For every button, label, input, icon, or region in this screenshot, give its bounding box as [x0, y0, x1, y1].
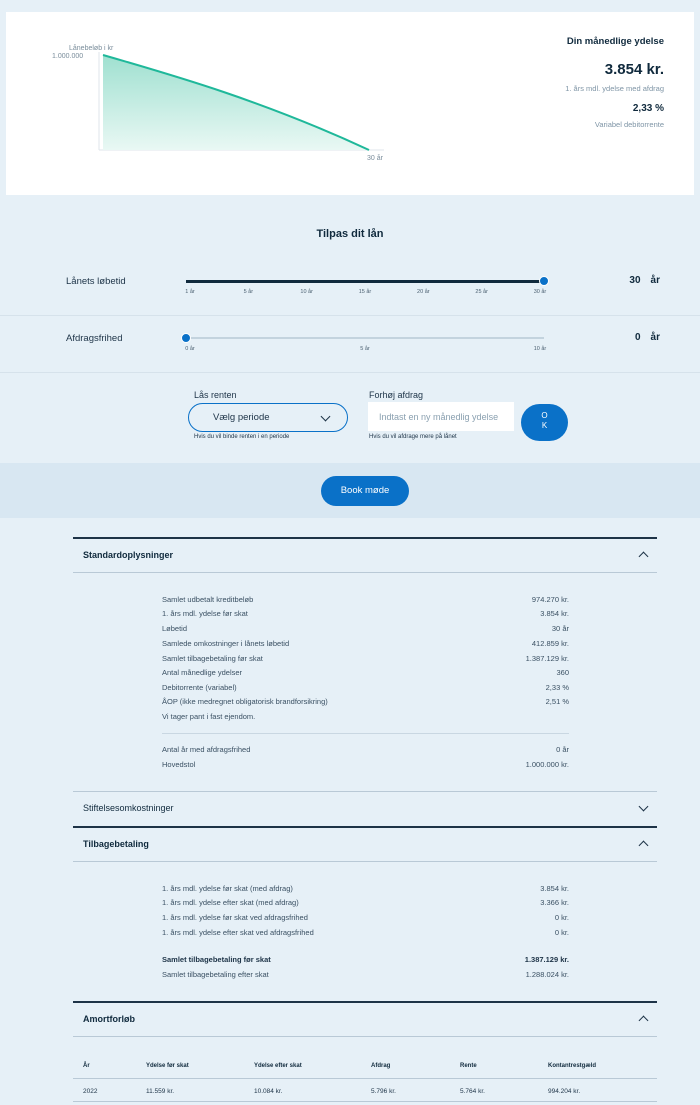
- row-value: 1.000.000 kr.: [525, 760, 569, 769]
- interest-rate-value: 2,33 %: [632, 103, 664, 114]
- term-value-number: 30: [629, 275, 641, 286]
- standard-inner-rule: [162, 733, 569, 734]
- slider-tick-label: 1 år: [185, 289, 195, 295]
- fees-accordion-title: Stiftelsesomkostninger: [83, 803, 174, 813]
- book-meeting-bar: [0, 463, 700, 518]
- amort-table-header-rule: [73, 1078, 657, 1079]
- amort-col-installment: Afdrag: [371, 1063, 391, 1069]
- fees-accordion-header[interactable]: [73, 791, 657, 825]
- ok-button-line2: K: [541, 421, 548, 430]
- row-label: 1. års mdl. ydelse efter skat ved afdragsfrihed: [162, 928, 314, 937]
- standard-row: [162, 624, 569, 638]
- chevron-up-icon: [639, 552, 649, 562]
- standard-accordion-header[interactable]: [73, 538, 657, 572]
- row-value: 1.387.129 kr.: [525, 654, 569, 663]
- amort-col-remaining-debt: Kontantrestgæld: [548, 1063, 596, 1069]
- row-label: Samlede omkostninger i lånets løbetid: [162, 639, 290, 648]
- term-value: [629, 275, 660, 286]
- row-value: 0 kr.: [554, 928, 569, 937]
- term-slider-row: [0, 260, 700, 316]
- standard-accordion-title: Standardoplysninger: [83, 550, 174, 560]
- ok-button-line1: O: [541, 411, 548, 420]
- slider-tick-label: 10 år: [300, 289, 313, 295]
- amort-accordion-title: Amortforløb: [83, 1014, 135, 1024]
- slider-tick-label: 5 år: [360, 346, 370, 352]
- standard-row: [162, 654, 569, 668]
- slider-tick-label: 10 år: [533, 346, 547, 352]
- standard-row: [162, 595, 569, 609]
- row-label: Antal månedlige ydelser: [162, 668, 243, 677]
- standard-note: [162, 712, 569, 726]
- pledge-note: Vi tager pant i fast ejendom.: [162, 712, 256, 721]
- adjust-loan-section: [0, 195, 700, 463]
- term-slider-track[interactable]: [186, 280, 544, 282]
- row-label: 1. års mdl. ydelse før skat: [162, 609, 248, 618]
- increase-payment-label: Forhøj afdrag: [369, 390, 424, 400]
- slider-tick-label: 30 år: [533, 289, 547, 295]
- slider-tick-label: 5 år: [243, 289, 254, 295]
- amort-accordion-header[interactable]: [73, 1002, 657, 1036]
- amort-cell: 10.084 kr.: [254, 1088, 283, 1095]
- row-value: 412.859 kr.: [531, 639, 569, 648]
- amort-row-rule: [73, 1101, 657, 1102]
- row-value: 974.270 kr.: [531, 595, 569, 604]
- row-value: 30 år: [551, 624, 569, 633]
- standard-row: [162, 609, 569, 623]
- row-label: Samlet tilbagebetaling efter skat: [162, 970, 269, 979]
- row-label: Løbetid: [162, 624, 188, 633]
- row-label: Hovedstol: [162, 760, 196, 769]
- monthly-payment-amount: 3.854 kr.: [604, 61, 664, 78]
- lock-rate-label: Lås renten: [194, 390, 237, 400]
- increase-payment-hint: Hvis du vil afdrage mere på lånet: [369, 434, 457, 440]
- interest-only-value-unit: år: [650, 332, 660, 343]
- adjust-loan-title: Tilpas dit lån: [316, 228, 384, 240]
- row-label: Samlet udbetalt kreditbeløb: [162, 595, 254, 604]
- row-value: 0 år: [556, 745, 569, 754]
- chart-y-axis-title: Lånebeløb i kr: [69, 45, 114, 52]
- monthly-payment-caption: 1. års mdl. ydelse med afdrag: [565, 84, 664, 93]
- chart-x-max-label: 30 år: [367, 155, 383, 162]
- amort-cell: 5.796 kr.: [371, 1088, 396, 1095]
- standard-row: [162, 683, 569, 697]
- interest-only-value-number: 0: [634, 332, 641, 343]
- row-label: 1. års mdl. ydelse efter skat (med afdrag): [162, 898, 299, 907]
- standard-row: [162, 697, 569, 711]
- repayment-accordion-header[interactable]: [73, 827, 657, 861]
- row-value: 2,51 %: [545, 697, 569, 706]
- amort-cell: 5.764 kr.: [460, 1088, 485, 1095]
- repayment-row: [162, 928, 569, 942]
- term-slider-handle[interactable]: [539, 276, 549, 286]
- row-label: Samlet tilbagebetaling før skat: [162, 654, 263, 663]
- interest-only-slider-label: Afdragsfrihed: [66, 333, 123, 344]
- chevron-down-icon: [321, 412, 331, 422]
- increase-payment-input[interactable]: [369, 403, 513, 430]
- slider-tick-label: 25 år: [475, 289, 488, 295]
- row-label: ÅOP (ikke medregnet obligatorisk brandforsikring): [162, 697, 328, 706]
- slider-tick-label: 15 år: [358, 289, 372, 295]
- row-value: 360: [556, 668, 569, 677]
- lock-rate-select[interactable]: [188, 403, 348, 432]
- chart-y-max-label: 1.000.000: [52, 53, 84, 60]
- lock-rate-hint: Hvis du vil binde renten i en periode: [194, 434, 290, 440]
- amort-col-interest: Rente: [460, 1063, 477, 1069]
- amort-cell: 11.559 kr.: [146, 1088, 175, 1095]
- slider-tick-label: 0 år: [185, 346, 195, 352]
- amort-col-year: År: [83, 1063, 90, 1069]
- standard-row: [162, 639, 569, 653]
- row-value: 1.387.129 kr.: [524, 955, 569, 964]
- row-label: Antal år med afdragsfrihed: [162, 745, 251, 754]
- book-meeting-button[interactable]: Book møde: [321, 476, 409, 506]
- repayment-total-after-tax: [162, 970, 569, 984]
- amort-col-payment-after-tax: Ydelse efter skat: [254, 1063, 302, 1069]
- row-label: Debitorrente (variabel): [162, 683, 237, 692]
- repayment-total-before-tax: [162, 955, 569, 969]
- repayment-header-rule: [73, 861, 657, 862]
- increase-payment-field[interactable]: [368, 402, 514, 431]
- row-label: 1. års mdl. ydelse før skat ved afdragsfrihed: [162, 913, 308, 922]
- standard-row: [162, 668, 569, 682]
- balance-area: [103, 55, 369, 150]
- interest-only-slider-handle[interactable]: [181, 333, 191, 343]
- standard-row: [162, 760, 569, 774]
- chevron-up-icon: [639, 841, 649, 851]
- repayment-row: [162, 884, 569, 898]
- interest-rate-caption: Variabel debitorrente: [594, 120, 664, 129]
- term-slider-fill: [186, 280, 544, 283]
- monthly-payment-summary: [464, 36, 664, 129]
- row-value: 3.854 kr.: [540, 609, 569, 618]
- term-value-unit: år: [650, 275, 660, 286]
- row-value: 0 kr.: [554, 913, 569, 922]
- row-value: 2,33 %: [545, 683, 569, 692]
- standard-row: [162, 745, 569, 759]
- interest-only-slider-row: [0, 317, 700, 373]
- amort-cell: 2022: [83, 1088, 98, 1095]
- interest-only-slider-track[interactable]: [186, 337, 544, 339]
- summary-title: Din månedlige ydelse: [566, 36, 664, 47]
- interest-only-value: [635, 332, 660, 343]
- repayment-row: [162, 898, 569, 912]
- row-label: 1. års mdl. ydelse før skat (med afdrag): [162, 884, 293, 893]
- term-slider-label: Lånets løbetid: [66, 276, 126, 287]
- slider-tick-label: 20 år: [417, 289, 430, 295]
- repayment-accordion-title: Tilbagebetaling: [83, 839, 149, 849]
- ok-button[interactable]: [521, 404, 568, 441]
- lock-rate-selected: Vælg periode: [213, 412, 270, 423]
- row-value: 1.288.024 kr.: [525, 970, 569, 979]
- amort-col-payment-before-tax: Ydelse før skat: [146, 1063, 189, 1069]
- repayment-row: [162, 913, 569, 927]
- row-label: Samlet tilbagebetaling før skat: [162, 955, 271, 964]
- chevron-up-icon: [639, 1016, 649, 1026]
- row-value: 3.366 kr.: [540, 898, 569, 907]
- row-value: 3.854 kr.: [540, 884, 569, 893]
- amort-header-rule: [73, 1036, 657, 1037]
- amort-cell: 994.204 kr.: [548, 1088, 581, 1095]
- standard-header-rule: [73, 572, 657, 573]
- chevron-down-icon: [639, 802, 649, 812]
